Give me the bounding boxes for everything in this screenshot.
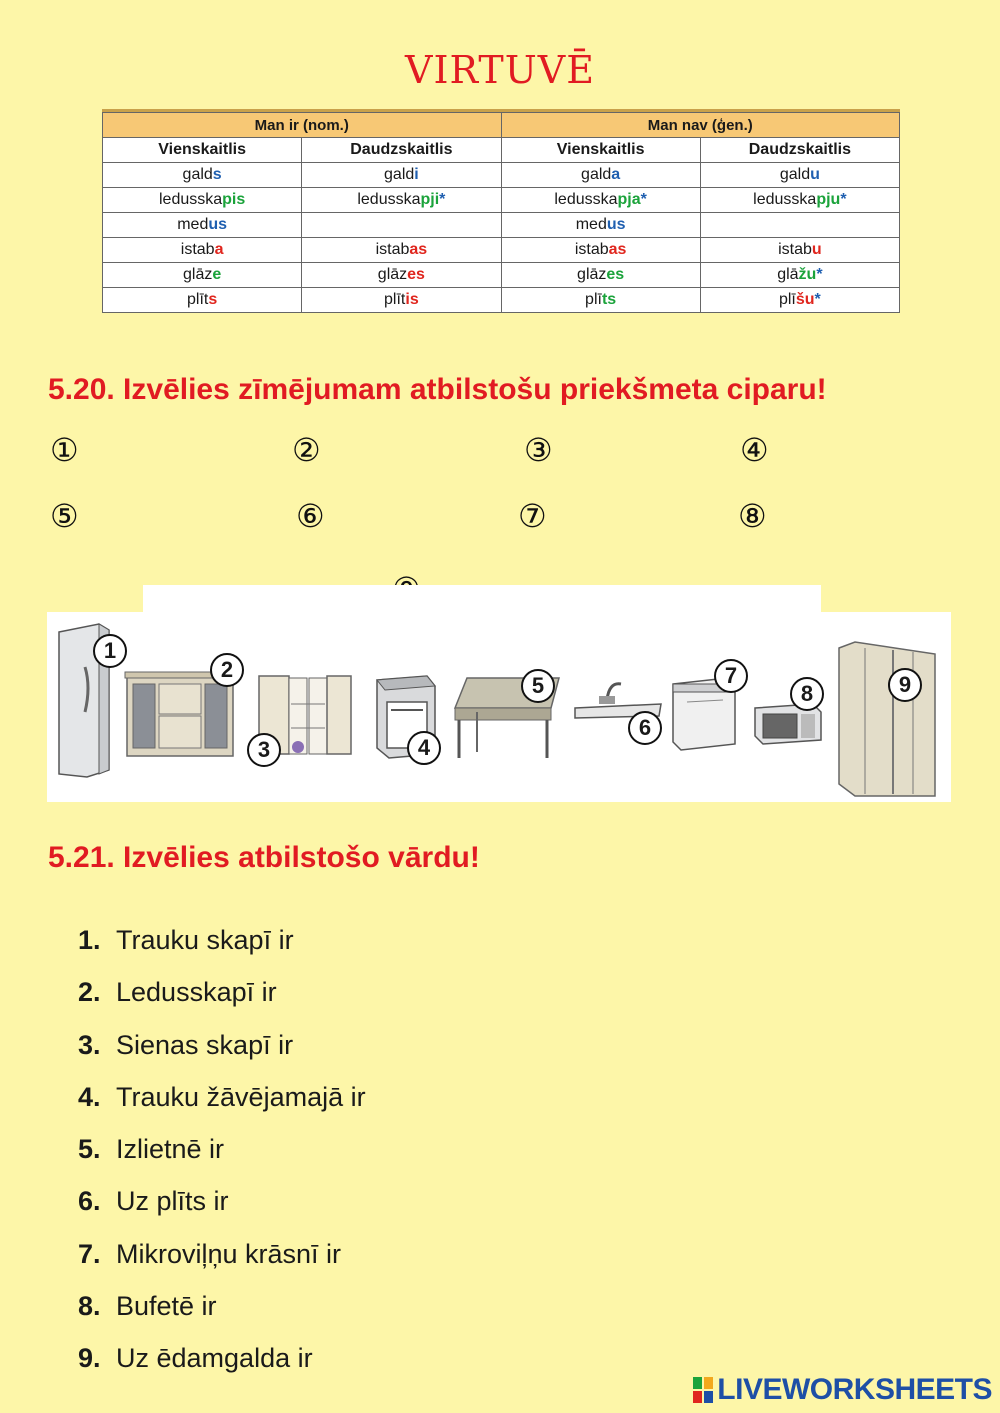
word-stem: gald [384,166,415,183]
item-number: 2. [78,977,101,1008]
answer-dropdown[interactable] [366,1084,586,1114]
word-ending: a [214,241,224,258]
number-marker: ③ [524,431,553,469]
list-item [78,925,778,977]
table-row [103,288,900,313]
table-row [103,163,900,188]
table-cell [302,188,501,213]
word-ending: šu [795,291,815,308]
word-stem: ledusska [357,191,421,208]
item-number: 7. [78,1238,101,1269]
list-item [78,1291,778,1343]
group-header-nominative: Man ir (nom.) [103,113,502,138]
number-marker: ⑦ [518,497,547,535]
list-item [78,1082,778,1134]
picture-label: 6 [628,711,662,745]
word-ending: is [405,291,419,308]
list-item [78,1134,778,1186]
number-marker: ⑧ [738,497,767,535]
item-text: Trauku žāvējamajā ir [116,1081,366,1112]
word-ending: e [212,266,222,283]
word-ending: pja [617,191,641,208]
word-ending: u [810,166,820,183]
table-row [103,238,900,263]
table-cell [501,163,700,188]
word-stem: istab [574,241,609,258]
answer-field[interactable] [332,432,482,466]
col-plural: Daudzskaitlis [302,138,501,163]
word-ending: s [212,166,222,183]
word-ending: ts [601,291,617,308]
word-stem: plīt [384,291,406,308]
word-ending: i [414,166,419,183]
word-stem: istab [778,241,812,258]
item-number: 3. [78,1029,101,1060]
picture-label: 2 [210,653,244,687]
item-number: 6. [78,1186,101,1217]
picture-label: 8 [790,677,824,711]
word-ending: as [409,241,428,258]
liveworksheets-logo [693,1373,992,1407]
number-marker: ① [50,431,79,469]
picture-label: 3 [247,733,281,767]
picture-label: 4 [407,731,441,765]
wardrobe-icon [839,642,935,796]
item-text: Sienas skapī ir [116,1029,294,1060]
answer-field[interactable] [336,498,486,532]
table-row [103,263,900,288]
table-cell [302,288,501,313]
number-marker: ④ [740,431,769,469]
answer-dropdown[interactable] [293,1031,513,1061]
table-cell [700,163,899,188]
table-cell [103,163,302,188]
answer-field[interactable] [564,432,714,466]
item-text: Uz plīts ir [116,1186,229,1217]
word-stem: plīt [187,291,209,308]
word-ending: pis [222,191,246,208]
answer-dropdown[interactable] [217,1293,437,1323]
word-ending: u [811,241,822,258]
answer-field[interactable] [778,498,928,532]
table-row [103,213,900,238]
word-ending: es [606,266,625,283]
exercise-5-20-heading: 5.20. Izvēlies zīmējumam atbilstošu priekšmeta ciparu! [48,373,827,406]
table-cell [103,238,302,263]
answer-dropdown[interactable] [313,1345,533,1375]
word-stem: med [575,216,607,233]
answer-dropdown[interactable] [294,927,514,957]
sentence-list [78,925,778,1396]
col-plural: Daudzskaitlis [700,138,899,163]
number-marker: ⑥ [296,497,325,535]
answer-dropdown[interactable] [224,1136,444,1166]
answer-field[interactable] [780,432,930,466]
answer-field[interactable] [90,498,240,532]
irregular-mark: * [816,266,823,283]
list-item [78,1030,778,1082]
list-item [78,1239,778,1291]
word-stem: gald [182,166,213,183]
word-ending: us [208,216,228,233]
word-stem: ledusska [158,191,223,208]
table-row [103,188,900,213]
picture-label: 5 [521,669,555,703]
irregular-mark: * [840,191,847,208]
exercise-5-21-heading: 5.21. Izvēlies atbilstošo vārdu! [48,841,480,874]
word-stem: plī [778,291,796,308]
word-stem: glāz [377,266,408,283]
answer-dropdown[interactable] [341,1241,561,1271]
item-number: 4. [78,1081,101,1112]
item-text: Uz ēdamgalda ir [116,1343,313,1374]
picture-label: 1 [93,634,127,668]
table-cell [700,263,899,288]
table-cell [302,263,501,288]
answer-field[interactable] [90,432,240,466]
word-stem: plī [585,291,602,308]
word-stem: glā [777,266,799,283]
list-item [78,1186,778,1238]
col-singular: Vienskaitlis [103,138,302,163]
table-cell [103,288,302,313]
word-ending: us [606,216,626,233]
word-stem: ledusska [554,191,618,208]
word-stem: med [177,216,209,233]
number-marker: ⑤ [50,497,79,535]
word-stem: glāz [182,266,213,283]
word-ending: pji [420,191,440,208]
picture-label: 9 [888,668,922,702]
table-cell [103,213,302,238]
table-cell [501,238,700,263]
list-item [78,977,778,1029]
table-cell [302,238,501,263]
item-number: 9. [78,1343,101,1374]
table-cell [302,163,501,188]
irregular-mark: * [439,191,446,208]
item-text: Mikroviļņu krāsnī ir [116,1238,342,1269]
word-stem: istab [375,241,410,258]
item-text: Izlietnē ir [116,1134,225,1165]
table-cell [103,263,302,288]
answer-field[interactable] [558,498,708,532]
item-number: 1. [78,925,101,955]
word-ending: pju [816,191,841,208]
table-cell [501,213,700,238]
liveworksheets-logo-icon [693,1377,713,1403]
picture-label: 7 [714,659,748,693]
word-ending: s [208,291,218,308]
table-cell [700,238,899,263]
answer-dropdown[interactable] [229,1188,449,1218]
item-text: Bufetē ir [116,1291,217,1322]
table-cell [103,188,302,213]
word-stem: istab [180,241,215,258]
logo-text: LIVEWORKSHEETS [717,1373,992,1406]
grammar-table [102,112,900,313]
word-stem: gald [779,166,811,183]
table-cell [501,188,700,213]
group-header-genitive: Man nav (ģen.) [501,113,900,138]
irregular-mark: * [814,291,821,308]
item-text: Trauku skapī ir [116,925,294,955]
table-cell [700,288,899,313]
word-stem: ledusska [753,191,817,208]
item-number: 8. [78,1291,101,1322]
word-ending: a [611,166,621,183]
word-ending: es [407,266,425,283]
table-cell [501,263,700,288]
word-stem: glāz [577,266,607,283]
table-cell [501,288,700,313]
picture-strip-top [143,585,821,615]
item-text: Ledusskapī ir [116,977,277,1008]
table-cell [700,188,899,213]
answer-dropdown[interactable] [277,979,497,1009]
word-ending: žu [798,266,817,283]
word-ending: as [608,241,627,258]
page-title: VIRTUVĒ [405,48,595,92]
kitchen-items-picture [47,612,951,802]
table-cell [302,213,501,238]
number-marker: ② [292,431,321,469]
col-singular: Vienskaitlis [501,138,700,163]
irregular-mark: * [640,191,647,208]
table-cell [700,213,899,238]
list-item [78,1343,778,1395]
item-number: 5. [78,1134,101,1165]
word-stem: gald [581,166,612,183]
